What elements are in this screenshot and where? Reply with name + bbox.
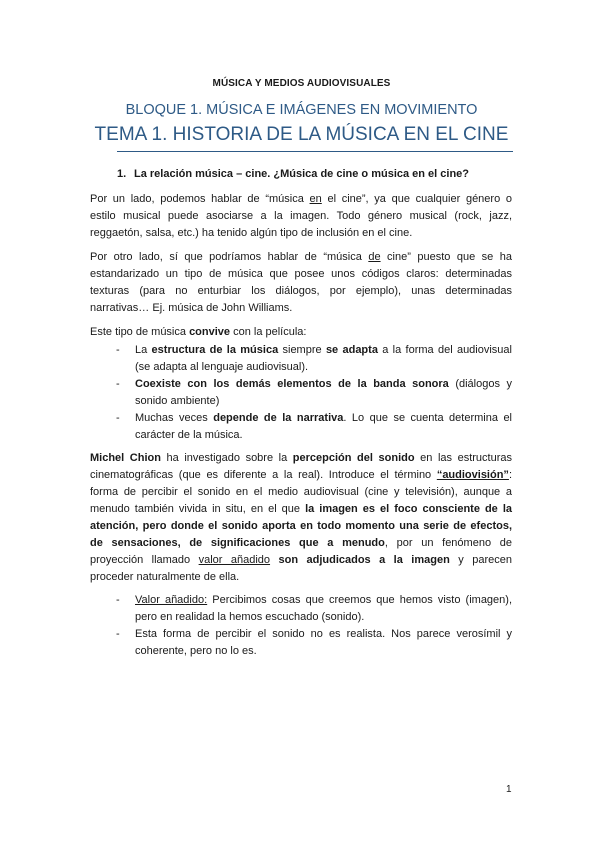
- text-line: Por un lado, podemos hablar de “música en el cine”, ya que cualquier género o: [90, 193, 512, 205]
- section-number: 1.: [117, 168, 127, 180]
- section-title: La relación música – cine. ¿Música de cine o música en el cine?: [134, 168, 470, 180]
- text-line: proyección llamado valor añadido son adjudicados a la imagen y parecen: [90, 554, 512, 566]
- text-line: cinematográficas (que es diferente a la real). Introduce el término “audiovisión”:: [90, 469, 512, 481]
- text-line: proceder naturalmente de ella.: [90, 571, 240, 583]
- text-line: texturas (para no enturbiar los diálogos, por ejemplo), unas determinadas: [90, 285, 512, 297]
- text-line: forma de percibir el sonido en el medio audiovisual (cine y televisión), aunque a: [90, 486, 512, 498]
- text-line: estandarizado un tipo de música que posee unos códigos claros: determinadas: [90, 268, 512, 280]
- page-number: 1: [506, 784, 512, 795]
- text-line: Michel Chion ha investigado sobre la percepción del sonido en las estructuras: [90, 452, 512, 464]
- text-line: atención, pero donde el sonido aporta en todo momento una serie de efectos,: [90, 520, 512, 532]
- text-line: de sensaciones, de significaciones que a menudo, por un fenómeno de: [90, 537, 512, 549]
- topic-title: TEMA 1. HISTORIA DE LA MÚSICA EN EL CINE: [94, 124, 509, 145]
- title-underline: [117, 151, 513, 152]
- list-item: - Muchas veces depende de la narrativa. Lo que se cuenta determina el carácter de la música.: [116, 412, 512, 441]
- paragraph-musica-en-el-cine: [90, 191, 512, 242]
- course-title: MÚSICA Y MEDIOS AUDIOVISUALES: [212, 78, 391, 89]
- list-item: - Valor añadido: Percibimos cosas que creemos que hemos visto (imagen), pero en realidad la hemos escuchado (sonido).: [116, 594, 513, 623]
- list-item: - La estructura de la música siempre se adapta a la forma del audiovisual (se adapta al lenguaje audiovisual).: [116, 344, 512, 373]
- text-line: Por otro lado, sí que podríamos hablar de “música de cine” puesto que se ha: [90, 251, 512, 263]
- bullet-list-structure: [90, 342, 512, 444]
- paragraph-convive: [90, 324, 512, 341]
- text-line: estilo musical puede asociarse a la imagen. Todo género musical (rock, jazz,: [90, 210, 512, 222]
- text-line: menudo también vivida in situ, en el que la imagen es el foco consciente de la: [90, 503, 512, 515]
- paragraph-michel-chion: [90, 450, 512, 586]
- text-line: narrativas… Ej. música de John Williams.: [90, 302, 293, 314]
- text-line: reggaetón, salsa, etc.) ha tenido algún tipo de inclusión en el cine.: [90, 227, 413, 239]
- bullet-list-valor-anadido: [90, 592, 512, 660]
- text-line: Este tipo de música convive con la película:: [90, 326, 307, 338]
- list-item: - Coexiste con los demás elementos de la banda sonora (diálogos y sonido ambiente): [116, 378, 512, 407]
- section-heading: [117, 168, 469, 180]
- block-title: BLOQUE 1. MÚSICA E IMÁGENES EN MOVIMIENTO: [125, 102, 478, 118]
- paragraph-musica-de-cine: [90, 249, 512, 317]
- list-item: - Esta forma de percibir el sonido no es realista. Nos parece verosímil y coherente, pero no lo es.: [116, 628, 512, 657]
